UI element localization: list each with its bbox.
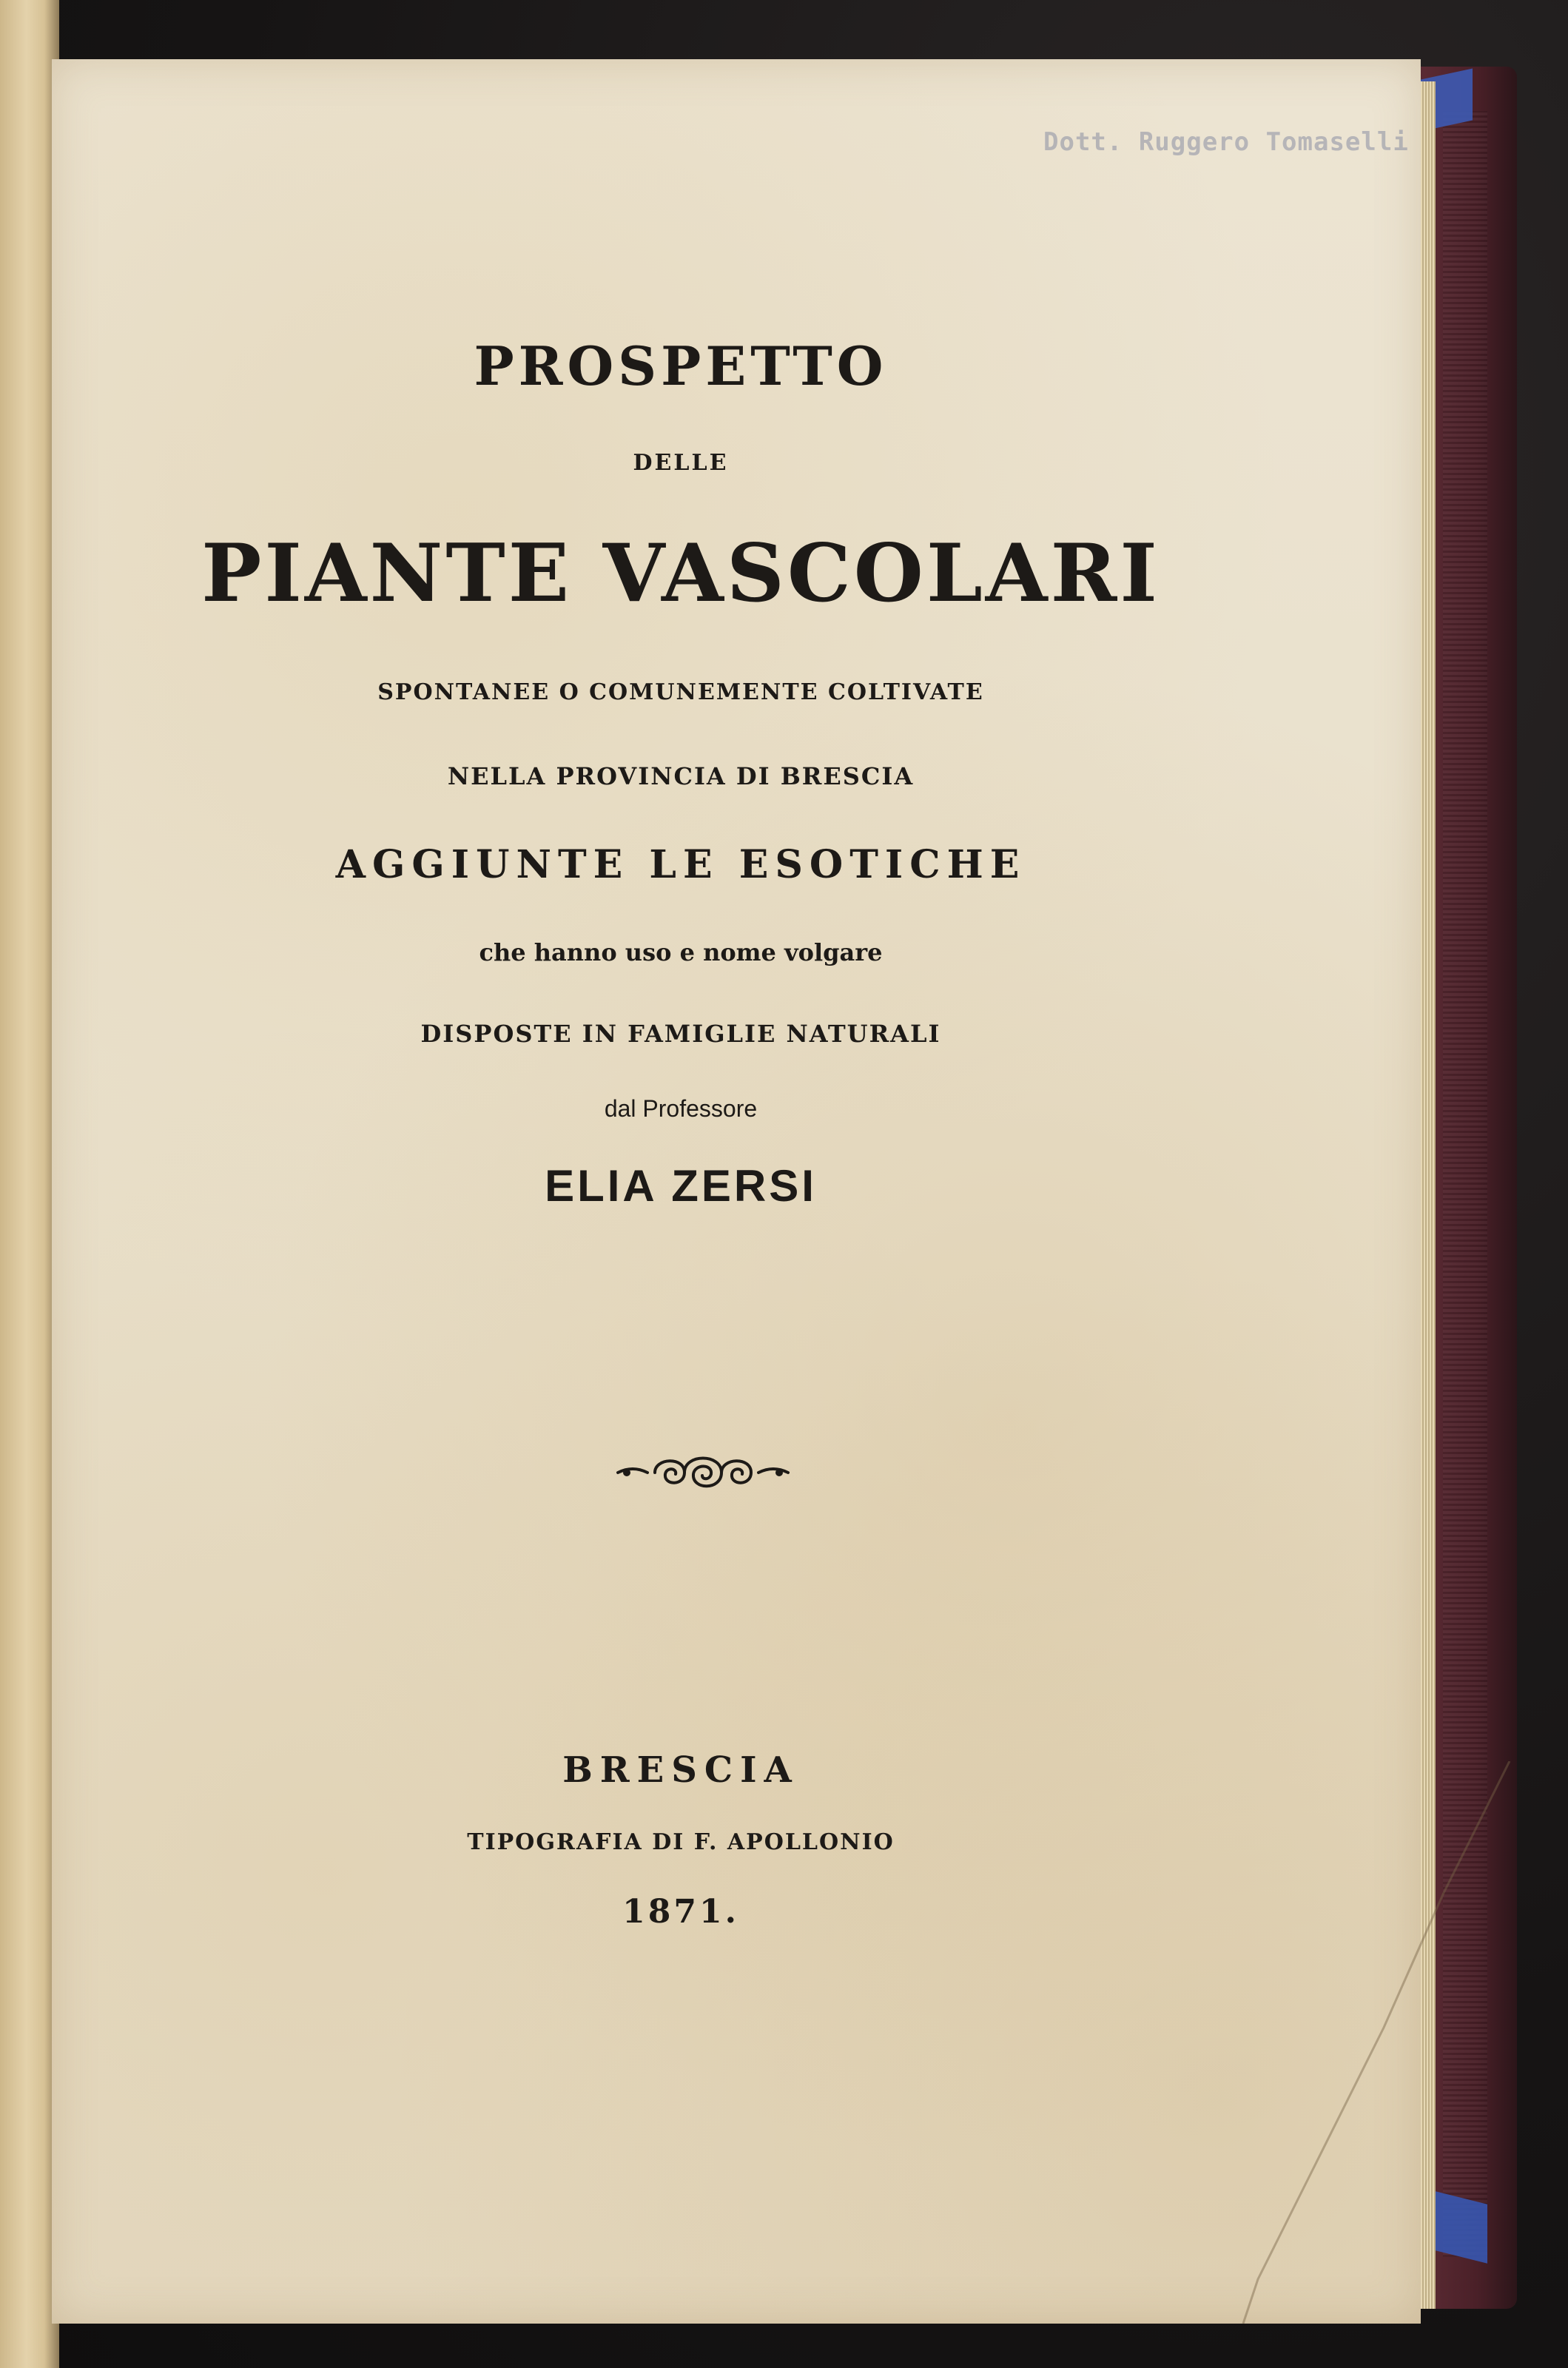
imprint-printer: TIPOGRAFIA DI F. APOLLONIO bbox=[467, 1829, 895, 1855]
title-delle: DELLE bbox=[633, 450, 729, 476]
scroll-ornament-icon bbox=[610, 1443, 795, 1502]
imprint-year: 1871. bbox=[622, 1893, 739, 1931]
page-crease bbox=[1162, 1761, 1517, 2324]
title-page bbox=[52, 59, 1421, 2324]
title-prospetto: PROSPETTO bbox=[474, 334, 888, 397]
subtitle-disposte: DISPOSTE IN FAMIGLIE NATURALI bbox=[420, 1020, 941, 1048]
byline-prefix: dal Professore bbox=[604, 1095, 758, 1122]
main-title: PIANTE VASCOLARI bbox=[201, 527, 1160, 620]
subtitle-provincia: NELLA PROVINCIA DI BRESCIA bbox=[447, 762, 915, 790]
left-page-edge bbox=[0, 0, 59, 2368]
imprint-city: BRESCIA bbox=[562, 1749, 799, 1791]
ownership-stamp: Dott. Ruggero Tomaselli bbox=[1043, 127, 1409, 157]
subtitle-aggiunte: AGGIUNTE LE ESOTICHE bbox=[335, 842, 1026, 887]
subtitle-che-hanno: che hanno uso e nome volgare bbox=[479, 938, 883, 966]
author-name: ELIA ZERSI bbox=[545, 1161, 817, 1211]
subtitle-spontanee: SPONTANEE O COMUNEMENTE COLTIVATE bbox=[377, 679, 984, 705]
